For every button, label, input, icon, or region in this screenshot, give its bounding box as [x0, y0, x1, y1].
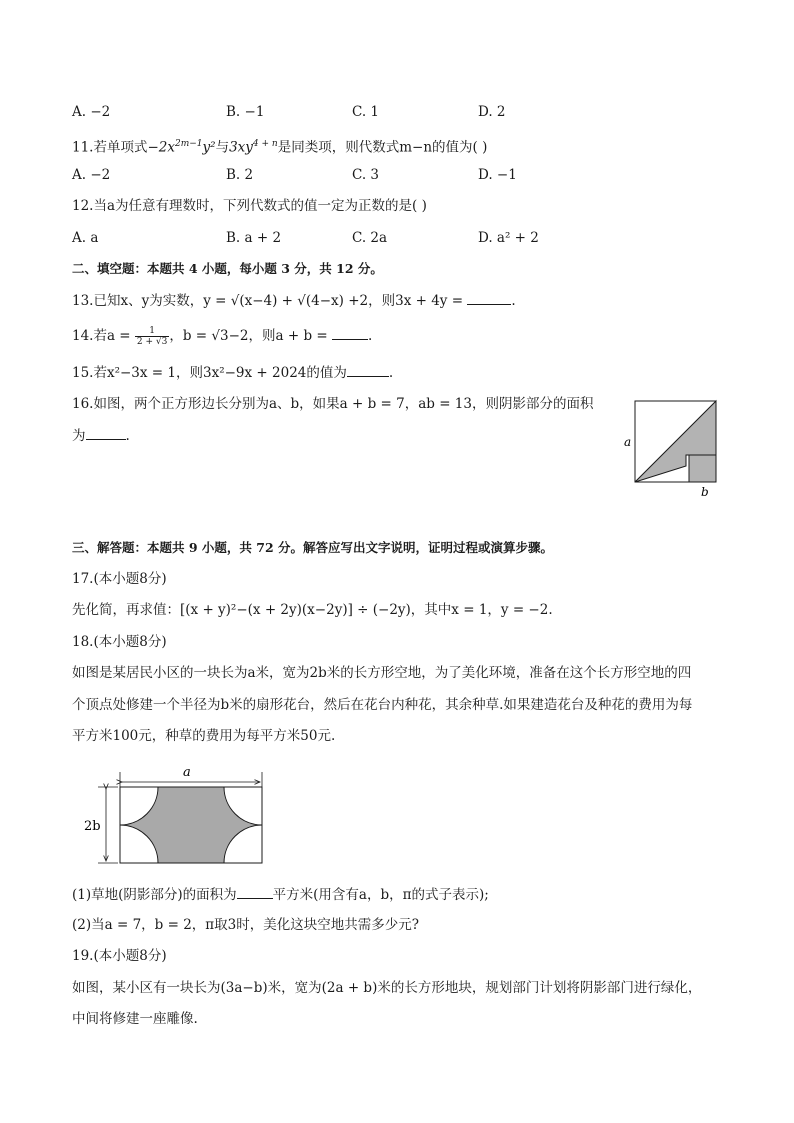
q16-end: . [125, 428, 130, 444]
q11-option-a: A. −2 [72, 167, 111, 183]
q18-label-a: a [183, 765, 191, 780]
q10-option-c: C. 1 [352, 104, 380, 120]
section3-heading: 三、解答题：本题共 9 小题，共 72 分。解答应写出文字说明，证明过程或演算步骤。 [72, 540, 554, 555]
q18-sub2: (2)当a = 7，b = 2，π取3时，美化这块空地共需多少元? [72, 917, 419, 933]
section2-heading: 二、填空题：本题共 4 小题，每小题 3 分，共 12 分。 [72, 261, 383, 276]
q15-stem [72, 362, 393, 383]
q16-answer-blank[interactable] [86, 425, 126, 440]
q11-suffix: 是同类项，则代数式m−n的值为( ) [277, 139, 488, 156]
q18-label-2b: 2b [84, 819, 101, 834]
q19-para-line1: 如图，某小区有一块长为(3a−b)米，宽为(2a + b)米的长方形地块，规划部门计划将阴影部门进行绿化， [72, 980, 702, 996]
q14-frac-den: 2 + √3 [136, 337, 168, 347]
q16-label-b: b [701, 485, 709, 499]
q18-sub1-blank[interactable] [237, 884, 273, 899]
q15-answer-blank[interactable] [347, 362, 389, 377]
q17-text: 先化简，再求值：[(x + y)²−(x + 2y)(x−2y)] ÷ (−2y)，其中x = 1，y = −2. [72, 602, 553, 618]
q11-stem [72, 134, 487, 158]
q18-figure [82, 762, 272, 872]
q14-answer-blank[interactable] [332, 325, 368, 340]
q16-figure [616, 395, 726, 499]
q16-small-square [689, 455, 716, 482]
q10-option-a: A. −2 [72, 104, 111, 120]
q16-line2-text: 为 [72, 428, 86, 444]
q18-para-line3: 平方米100元，种草的费用为每平方米50元. [72, 728, 336, 744]
q11-option-b: B. 2 [226, 167, 254, 183]
q13-text: 13.已知x、y为实数，y = √(x−4) + √(4−x) +2，则3x + 4y = [72, 293, 468, 309]
q16-line1: 16.如图，两个正方形边长分别为a、b，如果a + b = 7，ab = 13，则阴影部分的面积 [72, 396, 594, 412]
q16-line2 [72, 425, 130, 446]
q11-option-c: C. 3 [352, 167, 380, 183]
q16-label-a: a [624, 435, 632, 449]
q14-frac-num: 1 [135, 326, 169, 337]
q14-prefix: 14.若a = [72, 328, 131, 344]
q14-fraction [135, 326, 169, 347]
q18-sub1-b: 平方米(用含有a，b，π的式子表示); [272, 887, 489, 903]
q18-para-line2: 个顶点处修建一个半径为b米的扇形花台，然后在花台内种花，其余种草.如果建造花台及种花的费用为每 [72, 697, 693, 713]
q12-option-a: A. a [72, 230, 99, 246]
q18-sub1-a: (1)草地(阴影部分)的面积为 [72, 887, 237, 903]
q19-title: 19.(本小题8分) [72, 948, 167, 964]
q14-suffix: ，b = √3−2，则a + b = [169, 328, 332, 344]
q11-term1-y: y² [202, 139, 216, 156]
q12-option-d: D. a² + 2 [478, 230, 539, 246]
q10-option-d: D. 2 [478, 104, 506, 120]
q11-mid: 与 [215, 139, 230, 156]
q11-term2-exp: 4 + n [252, 139, 278, 149]
q13-end: . [511, 293, 516, 309]
q15-end: . [388, 365, 394, 381]
q12-option-c: C. 2a [352, 230, 388, 246]
q11-term1: −2x [147, 139, 175, 156]
q11-prefix: 11.若单项式 [72, 139, 148, 156]
q12-stem: 12.当a为任意有理数时，下列代数式的值一定为正数的是( ) [72, 198, 427, 214]
q11-option-d: D. −1 [478, 167, 517, 183]
q18-sub1 [72, 884, 489, 905]
q18-para-line1: 如图是某居民小区的一块长为a米，宽为2b米的长方形空地，为了美化环境，准备在这个长方形空地的四 [72, 665, 692, 681]
q14-stem [72, 325, 372, 347]
q17-title: 17.(本小题8分) [72, 571, 167, 587]
q18-title: 18.(本小题8分) [72, 634, 167, 650]
q14-end: . [367, 328, 373, 344]
q11-term2: 3xy [229, 139, 253, 156]
q15-text: 15.若x²−3x = 1，则3x²−9x + 2024的值为 [72, 365, 347, 381]
q18-grass-region [120, 787, 262, 863]
q12-option-b: B. a + 2 [226, 230, 282, 246]
q11-term1-exp: 2m−1 [175, 139, 203, 149]
q10-option-b: B. −1 [226, 104, 265, 120]
q13-stem [72, 290, 516, 311]
q13-answer-blank[interactable] [467, 290, 511, 305]
q19-para-line2: 中间将修建一座雕像. [72, 1011, 198, 1027]
